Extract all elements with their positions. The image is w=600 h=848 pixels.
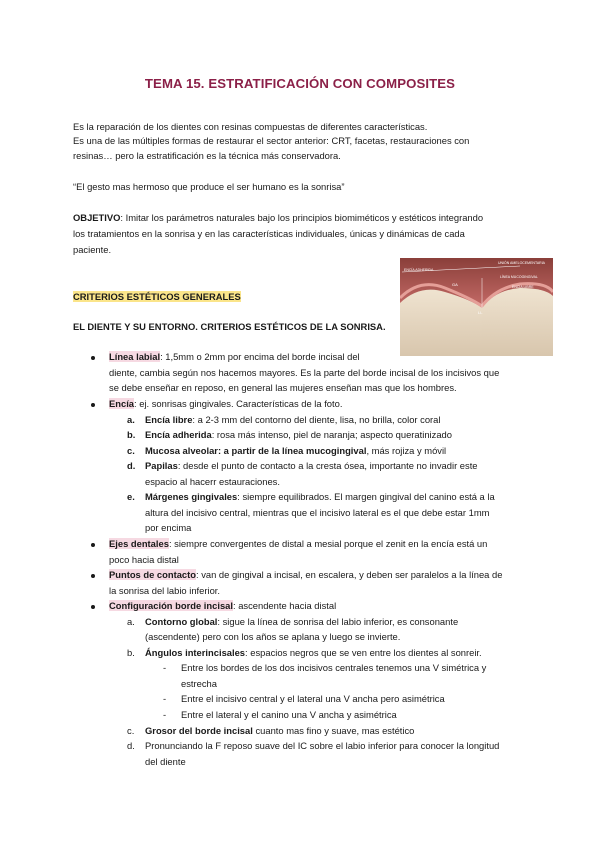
config-sub-b-label: Ángulos interincisales <box>145 647 246 658</box>
encia-sub-c-label: Mucosa alveolar <box>145 445 218 456</box>
encia-sub-d <box>145 460 478 472</box>
config-sub-d-line-1: Pronunciando la F reposo suave del IC sobre el labio inferior para conocer la longitud <box>145 740 500 751</box>
page-title: TEMA 15. ESTRATIFICACIÓN CON COMPOSITES <box>144 76 456 91</box>
linea-labial-line-3: se debe enseñar en reposo, en general las mujeres enseñan mas que los hombres. <box>109 382 457 393</box>
config-sub-b-text: : espacios negros que se ven entre los dientes al sonreir. <box>245 647 482 658</box>
config-sub-a-label: Contorno global <box>145 616 218 627</box>
objetivo-label: OBJETIVO <box>73 212 121 223</box>
config-sub-c-text: cuanto mas fino y suave, mas estético <box>252 725 415 736</box>
photo-label-3: LÍNEA MUCOGINGIVAL <box>500 275 538 279</box>
dash-marker: - <box>163 709 167 720</box>
bullet-icon <box>91 574 95 578</box>
intro-line-1: Es la reparación de los dientes con resinas compuestas de diferentes características. <box>73 121 428 132</box>
config-sub-d-line-2: del diente <box>145 756 186 767</box>
puntos-text: : van de gingival a incisal, en escalera, y deben ser paralelos a la línea de <box>195 569 503 580</box>
encia-sub-d-line-2: espacio al hacerr estauraciones. <box>145 476 280 487</box>
encia-sub-e <box>145 491 495 503</box>
ejes-label: Ejes dentales <box>109 538 169 549</box>
encia-sub-b-marker: b. <box>127 429 136 440</box>
encia-sub-c-text: , más rojiza y móvil <box>366 445 447 456</box>
encia-sub-e-line-2: altura del incisivo central, mientras que el incisivo lateral es el que debe estar 1mm <box>145 507 490 518</box>
encia-sub-d-label: Papilas <box>145 460 178 471</box>
encia-sub-e-marker: e. <box>127 491 135 502</box>
config-sub-b <box>145 647 482 659</box>
bullet-icon <box>91 543 95 547</box>
encia-sub-c-bold: : a partir de la línea mucogingival <box>217 445 367 456</box>
puntos-line-1 <box>109 569 502 581</box>
config-sub-d-marker: d. <box>127 740 135 751</box>
photo-label-2: ENCÍA LIBRE <box>512 285 534 289</box>
config-sub-b-marker: b. <box>127 647 135 658</box>
encia-sub-c-marker: c. <box>127 445 135 456</box>
dash-marker: - <box>163 662 167 673</box>
dash-marker: - <box>163 693 167 704</box>
objetivo-line-1 <box>73 212 483 224</box>
linea-labial-text: : 1,5mm o 2mm por encima del borde incisal del <box>160 351 360 362</box>
quote: “El gesto mas hermoso que produce el ser humano es la sonrisa” <box>73 181 345 192</box>
config-text: : ascendente hacia distal <box>232 600 337 611</box>
bullet-icon <box>91 605 95 609</box>
config-dash-1-line-2: estrecha <box>181 678 217 689</box>
config-line <box>109 600 336 612</box>
config-sub-c-label: Grosor del borde incisal <box>145 725 253 736</box>
gingiva-photo-illustration <box>400 258 553 356</box>
encia-sub-a-marker: a. <box>127 414 135 425</box>
photo-label-0: UNIÓN AMELOCEMENTARIA <box>498 261 545 265</box>
encia-sub-e-text: : siempre equilibrados. El margen gingival del canino está a la <box>237 491 495 502</box>
encia-sub-a-text: : a 2-3 mm del contorno del diente, lisa, no brilla, color coral <box>192 414 441 425</box>
encia-sub-b-label: Encía adherida <box>145 429 212 440</box>
linea-labial-label: Línea labial <box>109 351 161 362</box>
config-dash-1-line-1: Entre los bordes de los dos incisivos centrales tenemos una V simétrica y <box>181 662 487 673</box>
ejes-line-2: poco hacia distal <box>109 554 179 565</box>
encia-sub-a-label: Encía libre <box>145 414 193 425</box>
encia-sub-b-text: : rosa más intenso, piel de naranja; aspecto queratinizado <box>211 429 452 440</box>
config-sub-a-text: : sigue la línea de sonrisa del labio inferior, es consonante <box>217 616 459 627</box>
encia-sub-e-label: Márgenes gingivales <box>145 491 238 502</box>
bullet-icon <box>91 356 95 360</box>
config-sub-c <box>145 725 414 737</box>
config-sub-a <box>145 616 458 628</box>
linea-labial-line-1 <box>109 351 360 363</box>
photo-label-4: GA <box>452 282 458 287</box>
gingiva-photo <box>400 258 553 356</box>
photo-label-5: LL <box>478 310 483 315</box>
section-heading-text: CRITERIOS ESTÉTICOS GENERALES <box>73 291 241 302</box>
encia-sub-d-text: : desde el punto de contacto a la cresta ósea, importante no invadir este <box>177 460 478 471</box>
config-sub-c-marker: c. <box>127 725 135 736</box>
intro-line-3: resinas… pero la estratificación es la técnica más conservadora. <box>73 150 341 161</box>
config-dash-3: Entre el lateral y el canino una V ancha y asimétrica <box>181 709 397 720</box>
encia-sub-d-marker: d. <box>127 460 136 471</box>
objetivo-line-3: paciente. <box>73 244 112 255</box>
encia-sub-c <box>145 445 446 457</box>
subheading: EL DIENTE Y SU ENTORNO. CRITERIOS ESTÉTICOS DE LA SONRISA. <box>73 321 386 332</box>
puntos-line-2: la sonrisa del labio inferior. <box>109 585 220 596</box>
encia-sub-a <box>145 414 440 426</box>
puntos-label: Puntos de contacto <box>109 569 196 580</box>
encia-sub-e-line-3: por encima <box>145 522 192 533</box>
objetivo-line-2: los tratamientos en la sonrisa y en las características individuales, únicas y dinámicas de cada <box>73 228 465 239</box>
encia-text: : ej. sonrisas gingivales. Características de la foto. <box>134 398 343 409</box>
config-dash-2: Entre el incisivo central y el lateral una V ancha pero asimétrica <box>181 693 445 704</box>
ejes-line-1 <box>109 538 487 550</box>
bullet-icon <box>91 403 95 407</box>
config-sub-a-line-2: (ascendente) pero con los años se aplana y luego se invierte. <box>145 631 401 642</box>
objetivo-text: : Imitar los parámetros naturales bajo los principios biomiméticos y estéticos integrando <box>120 212 484 223</box>
intro-line-2: Es una de las múltiples formas de restaurar el sector anterior: CRT, facetas, restauraciones con <box>73 135 470 146</box>
ejes-text: : siempre convergentes de distal a mesial porque el zenit en la encía está un <box>168 538 488 549</box>
config-sub-a-marker: a. <box>127 616 135 627</box>
config-label: Configuración borde incisal <box>109 600 233 611</box>
encia-label: Encía <box>109 398 135 409</box>
linea-labial-line-2: diente, cambia según nos hacemos mayores. Es la parte del borde incisal de los incisivos que <box>109 367 500 378</box>
encia-sub-b <box>145 429 452 441</box>
encia-line <box>109 398 342 410</box>
photo-label-1: ENCÍA ADHERIDA <box>404 268 434 272</box>
section-heading <box>73 291 241 303</box>
